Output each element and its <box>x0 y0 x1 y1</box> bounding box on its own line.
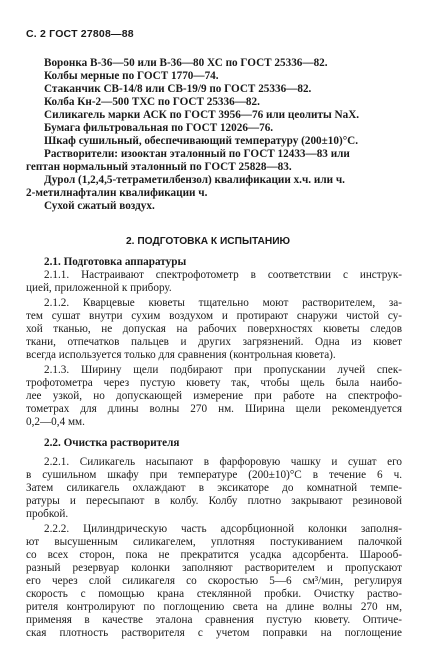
paragraph-line: хой тканью, не допуская на рабочих поверхностях кюветы следов <box>26 323 402 335</box>
paragraph-line: ют высушенным силикагелем, уплотняя постукиванием палочкой <box>26 536 402 548</box>
section-title: 2. ПОДГОТОВКА К ИСПЫТАНИЮ <box>126 236 291 247</box>
equipment-line: Колбы мерные по ГОСТ 1770—74. <box>44 70 219 82</box>
paragraph-line: разный резервуар колонки заполняют растворителем и пропускают <box>26 562 402 574</box>
paragraph-line: пробкой. <box>26 508 69 520</box>
paragraph-line: 2.1.1. Настраивают спектрофотометр в соответствии с инструк- <box>44 269 402 281</box>
subsection-title: 2.2. Очистка растворителя <box>44 437 180 449</box>
equipment-line: Колба Кн-2—500 ТХС по ГОСТ 25336—82. <box>44 96 260 108</box>
paragraph-line: со всех сторон, пока не прекратится усадка адсорбента. Шарооб- <box>26 549 402 561</box>
equipment-line: гептан нормальный эталонный по ГОСТ 25828—83. <box>26 161 292 173</box>
paragraph-line: в сушильном шкафу при температуре (200±10)°С в течение 6 ч. <box>26 469 402 481</box>
paragraph-line: его через слой силикагеля со скоростью 5—6 см³/мин, регулируя <box>26 575 402 587</box>
equipment-line: Сухой сжатый воздух. <box>44 200 155 212</box>
equipment-line: Силикагель марки АСК по ГОСТ 3956—76 или цеолиты NaX. <box>44 109 360 121</box>
paragraph-line: ратуры и пересыпают в колбу. Колбу плотно закрывают резиновой <box>26 495 402 507</box>
paragraph-line: ткани, отпечатков пальцев и других загрязнений. Одна из кювет <box>26 336 402 348</box>
paragraph-line: тем сушат внутри сухим воздухом и протирают снаружи чистой су- <box>26 310 402 322</box>
paragraph-line: ская плотность растворителя с учетом поправки на поглощение <box>26 627 402 639</box>
paragraph-line: всегда используется только для сравнения (контрольная кювета). <box>26 349 336 361</box>
equipment-line: Стаканчик СВ-14/8 или СВ-19/9 по ГОСТ 25336—82. <box>44 83 312 95</box>
paragraph-line: 2.2.2. Цилиндрическую часть адсорбционной колонки заполня- <box>44 523 402 535</box>
paragraph-line: трофотометра через пустую кювету так, чтобы щель была наибо- <box>26 377 402 389</box>
paragraph-line: рителя контролируют по поглощению света на длине волны 270 нм, <box>26 601 402 613</box>
paragraph-line: применяя в качестве эталона сравнения пустую кювету. Оптиче- <box>26 614 402 626</box>
paragraph-line: 2.1.2. Кварцевые кюветы тщательно моют растворителем, за- <box>44 297 402 309</box>
paragraph-line: 2.2.1. Силикагель насыпают в фарфоровую чашку и сушат его <box>44 456 402 468</box>
subsection-title: 2.1. Подготовка аппаратуры <box>44 256 187 268</box>
paragraph-line: 0,2—0,4 мм. <box>26 416 85 428</box>
page-header: С. 2 ГОСТ 27808—88 <box>26 28 134 40</box>
equipment-line: Шкаф сушильный, обеспечивающий температуру (200±10)°С. <box>44 135 359 147</box>
paragraph-line: тометрах для длины волны 270 нм. Ширина щели рекомендуется <box>26 403 402 415</box>
paragraph-line: Затем силикагель охлаждают в эксикаторе до комнатной темпе- <box>26 482 402 494</box>
equipment-line: Воронка В-36—50 или В-36—80 ХС по ГОСТ 25336—82. <box>44 57 328 69</box>
paragraph-line: скорость с помощью крана стеклянной пробки. Очистку раство- <box>26 588 402 600</box>
equipment-line: Растворители: изооктан эталонный по ГОСТ 12433—83 или <box>44 148 350 160</box>
paragraph-line: лее узкой, но допускающей измерение при работе на спектрофо- <box>26 390 402 402</box>
paragraph-line: цией, приложенной к прибору. <box>26 282 172 294</box>
equipment-line: Бумага фильтровальная по ГОСТ 12026—76. <box>44 122 274 134</box>
equipment-line: Дурол (1,2,4,5-тетраметилбензол) квалификации х.ч. или ч. <box>44 174 345 186</box>
equipment-line: 2-метилнафталин квалификации ч. <box>26 187 208 199</box>
paragraph-line: 2.1.3. Ширину щели подбирают при пропускании лучей спек- <box>44 364 402 376</box>
